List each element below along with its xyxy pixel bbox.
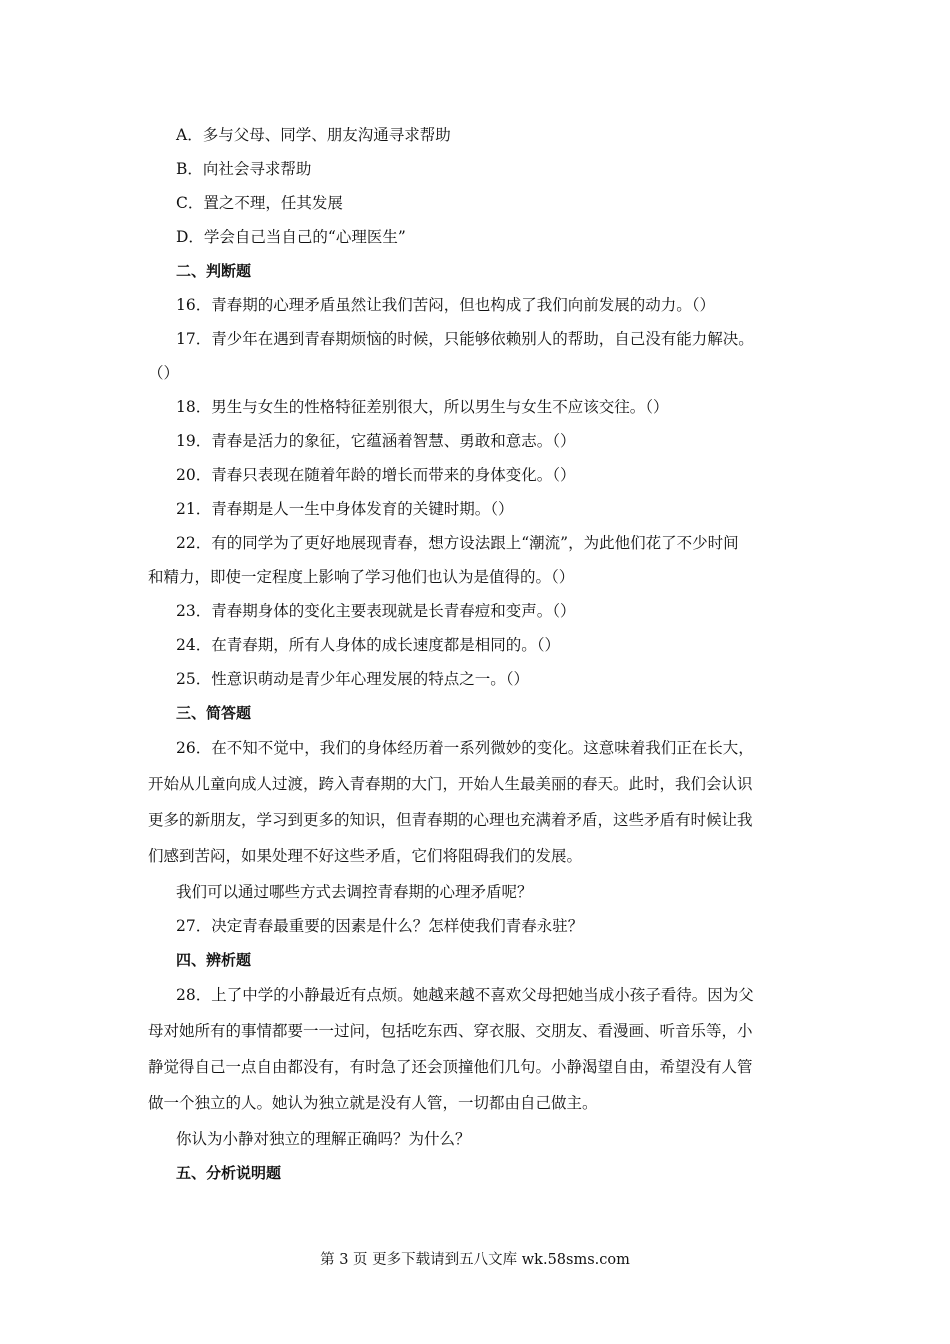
question-26-line-2: 开始从儿童向成人过渡，跨入青春期的大门，开始人生最美丽的春天。此时，我们会认识 xyxy=(148,775,753,793)
question-21: 21．青春期是人一生中身体发育的关键时期。（） xyxy=(176,500,514,518)
question-22-line-1: 22．有的同学为了更好地展现青春，想方设法跟上“潮流”，为此他们花了不少时间 xyxy=(176,534,739,552)
question-24: 24．在青春期，所有人身体的成长速度都是相同的。（） xyxy=(176,636,560,654)
question-19: 19．青春是活力的象征，它蕴涵着智慧、勇敢和意志。（） xyxy=(176,432,576,450)
question-27: 27．决定青春最重要的因素是什么？怎样使我们青春永驻？ xyxy=(176,917,584,935)
question-17-line-1: 17．青少年在遇到青春期烦恼的时候，只能够依赖别人的帮助，自己没有能力解决。 xyxy=(176,330,754,348)
option-d: D．学会自己当自己的“心理医生” xyxy=(176,228,406,246)
question-28-line-2: 母对她所有的事情都要一一过问，包括吃东西、穿衣服、交朋友、看漫画、听音乐等，小 xyxy=(148,1022,753,1040)
question-20: 20．青春只表现在随着年龄的增长而带来的身体变化。（） xyxy=(176,466,576,484)
question-23: 23．青春期身体的变化主要表现就是长青春痘和变声。（） xyxy=(176,602,576,620)
question-26-line-3: 更多的新朋友，学习到更多的知识，但青春期的心理也充满着矛盾，这些矛盾有时候让我 xyxy=(148,811,753,829)
question-16: 16．青春期的心理矛盾虽然让我们苦闷，但也构成了我们向前发展的动力。（） xyxy=(176,296,715,314)
option-a: A．多与父母、同学、朋友沟通寻求帮助 xyxy=(176,126,451,144)
question-26-line-1: 26．在不知不觉中，我们的身体经历着一系列微妙的变化。这意味着我们正在长大， xyxy=(176,739,754,757)
question-18: 18．男生与女生的性格特征差别很大，所以男生与女生不应该交往。（） xyxy=(176,398,669,416)
section-title-judgment: 二、判断题 xyxy=(176,262,252,280)
question-26-line-4: 们感到苦闷，如果处理不好这些矛盾，它们将阻碍我们的发展。 xyxy=(148,847,583,865)
question-17-line-2: （） xyxy=(148,364,180,382)
option-b: B．向社会寻求帮助 xyxy=(176,160,312,178)
question-28-line-4: 做一个独立的人。她认为独立就是没有人管，一切都由自己做主。 xyxy=(148,1094,598,1112)
question-28-line-1: 28．上了中学的小静最近有点烦。她越来越不喜欢父母把她当成小孩子看待。因为父 xyxy=(176,986,754,1004)
question-28-line-3: 静觉得自己一点自由都没有，有时急了还会顶撞他们几句。小静渴望自由，希望没有人管 xyxy=(148,1058,753,1076)
question-26-prompt: 我们可以通过哪些方式去调控青春期的心理矛盾呢？ xyxy=(176,883,533,901)
section-title-analysis: 四、辨析题 xyxy=(176,951,252,969)
question-22-line-2: 和精力，即使一定程度上影响了学习他们也认为是值得的。（） xyxy=(148,568,575,586)
section-title-explanation: 五、分析说明题 xyxy=(176,1164,282,1182)
question-28-prompt: 你认为小静对独立的理解正确吗？为什么？ xyxy=(176,1130,471,1148)
page-footer: 第 3 页 更多下载请到五八文库 wk.58sms.com xyxy=(320,1252,630,1268)
section-title-short-answer: 三、简答题 xyxy=(176,704,252,722)
question-25: 25．性意识萌动是青少年心理发展的特点之一。（） xyxy=(176,670,529,688)
option-c: C．置之不理，任其发展 xyxy=(176,194,343,212)
